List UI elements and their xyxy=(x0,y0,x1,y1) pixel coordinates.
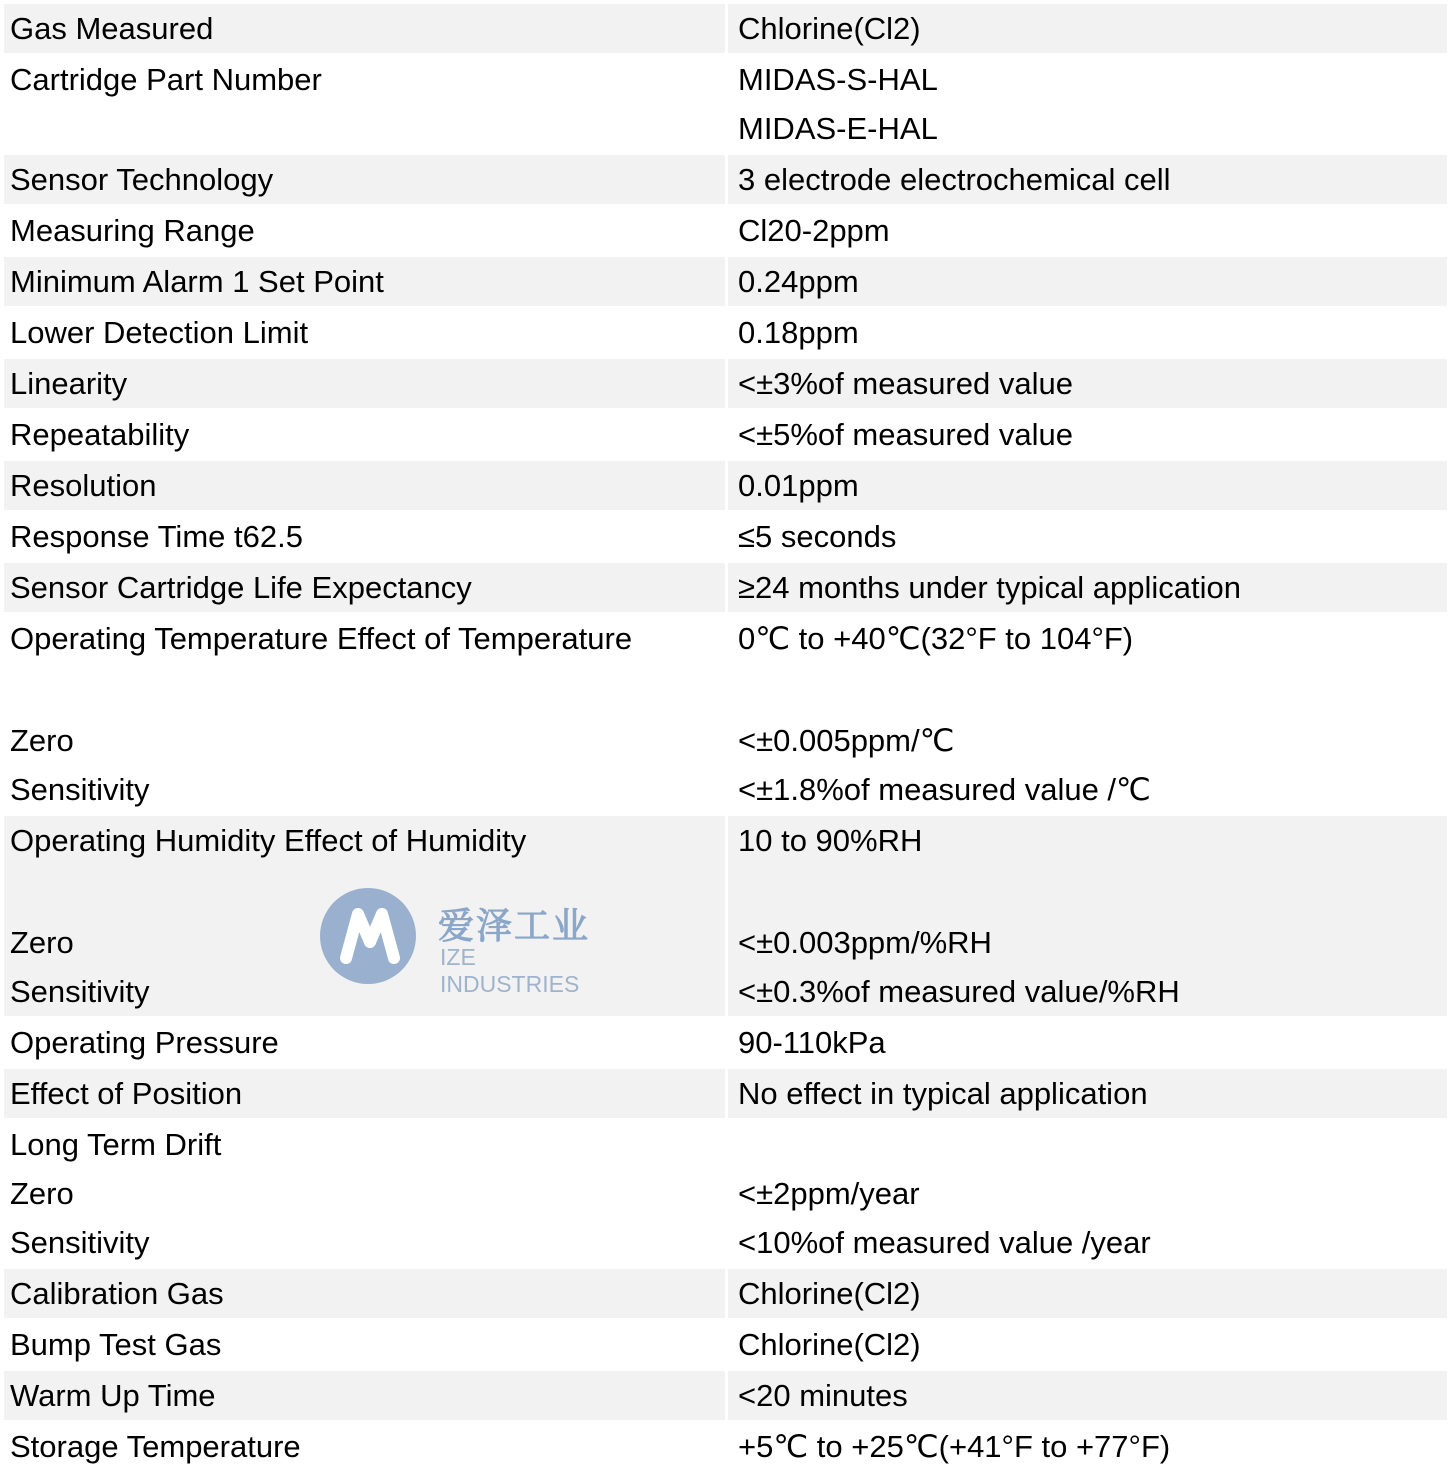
spec-label: Sensor Technology xyxy=(10,162,274,197)
spec-value: <20 minutes xyxy=(738,1378,908,1413)
spec-label-cell xyxy=(4,563,728,612)
table-row xyxy=(4,1269,1447,1320)
spec-value: +5℃ to +25℃(+41°F to +77°F) xyxy=(738,1429,1171,1464)
table-row xyxy=(4,410,1447,461)
table-row xyxy=(4,1422,1447,1473)
spec-label: Long Term Drift xyxy=(10,1127,222,1162)
table-row xyxy=(4,1320,1447,1371)
spec-value xyxy=(738,865,1447,918)
spec-value-cell xyxy=(728,1018,1447,1067)
spec-table xyxy=(4,4,1447,1473)
spec-label-cell xyxy=(4,614,728,814)
table-row xyxy=(4,359,1447,410)
spec-label: Lower Detection Limit xyxy=(10,315,309,350)
table-row xyxy=(4,206,1447,257)
spec-value: 10 to 90%RH xyxy=(738,823,923,858)
spec-label: Operating Pressure xyxy=(10,1025,279,1060)
spec-label-cell xyxy=(4,206,728,255)
table-row xyxy=(4,1018,1447,1069)
spec-value: 3 electrode electrochemical cell xyxy=(738,162,1171,197)
spec-value: ≥24 months under typical application xyxy=(738,570,1241,605)
table-row xyxy=(4,155,1447,206)
spec-label: Sensor Cartridge Life Expectancy xyxy=(10,570,472,605)
spec-label: Minimum Alarm 1 Set Point xyxy=(10,264,384,299)
spec-value-cell xyxy=(728,410,1447,459)
spec-value-cell xyxy=(728,1320,1447,1369)
spec-label: Response Time t62.5 xyxy=(10,519,303,554)
spec-label xyxy=(10,865,725,918)
spec-label: Operating Temperature Effect of Temperature xyxy=(10,621,633,656)
table-row xyxy=(4,563,1447,614)
spec-value-cell xyxy=(728,816,1447,1016)
table-row xyxy=(4,512,1447,563)
spec-value-cell xyxy=(728,614,1447,814)
spec-value: <±0.003ppm/%RH xyxy=(738,925,992,960)
spec-value-cell xyxy=(728,308,1447,357)
spec-value: <±0.005ppm/℃ xyxy=(738,723,955,758)
spec-label: Zero xyxy=(10,1176,74,1211)
spec-label: Zero xyxy=(10,723,74,758)
spec-label: Warm Up Time xyxy=(10,1378,216,1413)
table-row xyxy=(4,257,1447,308)
spec-value: Chlorine(Cl2) xyxy=(738,11,921,46)
spec-label: Sensitivity xyxy=(10,772,150,807)
spec-value-cell xyxy=(728,1371,1447,1420)
spec-label-cell xyxy=(4,1320,728,1369)
spec-label: Sensitivity xyxy=(10,1225,150,1260)
spec-value: ≤5 seconds xyxy=(738,519,897,554)
spec-label: Bump Test Gas xyxy=(10,1327,222,1362)
spec-value-cell xyxy=(728,563,1447,612)
table-row xyxy=(4,614,1447,816)
spec-label: Zero xyxy=(10,925,74,960)
spec-label-cell xyxy=(4,1422,728,1471)
spec-value: Chlorine(Cl2) xyxy=(738,1276,921,1311)
spec-value: <±3%of measured value xyxy=(738,366,1073,401)
spec-value-cell xyxy=(728,512,1447,561)
spec-label-cell xyxy=(4,257,728,306)
spec-label: Linearity xyxy=(10,366,128,401)
spec-label-cell xyxy=(4,308,728,357)
spec-label-cell xyxy=(4,359,728,408)
spec-label: Measuring Range xyxy=(10,213,255,248)
spec-value: <±2ppm/year xyxy=(738,1176,920,1211)
spec-value: <±1.8%of measured value /℃ xyxy=(738,772,1151,807)
table-row xyxy=(4,1120,1447,1269)
spec-value: No effect in typical application xyxy=(738,1076,1148,1111)
spec-value-cell xyxy=(728,461,1447,510)
table-row xyxy=(4,1371,1447,1422)
spec-label-cell xyxy=(4,1269,728,1318)
spec-value xyxy=(738,663,1447,716)
spec-label-cell xyxy=(4,55,728,153)
spec-value: 0.18ppm xyxy=(738,315,859,350)
table-row xyxy=(4,1069,1447,1120)
spec-label xyxy=(10,663,725,716)
spec-value-cell xyxy=(728,155,1447,204)
spec-value: MIDAS-E-HAL xyxy=(738,111,938,146)
spec-value-cell xyxy=(728,1269,1447,1318)
spec-label: Resolution xyxy=(10,468,157,503)
spec-value-cell xyxy=(728,1069,1447,1118)
spec-value: <±5%of measured value xyxy=(738,417,1073,452)
spec-label-cell xyxy=(4,461,728,510)
spec-label: Cartridge Part Number xyxy=(10,62,322,97)
spec-label-cell xyxy=(4,512,728,561)
watermark-english-text: IZE INDUSTRIES xyxy=(440,944,580,997)
spec-label: Calibration Gas xyxy=(10,1276,224,1311)
spec-label-cell xyxy=(4,1120,728,1267)
spec-value-cell xyxy=(728,1120,1447,1267)
spec-value-cell xyxy=(728,257,1447,306)
spec-value: 0℃ to +40℃(32°F to 104°F) xyxy=(738,621,1134,656)
spec-label-cell xyxy=(4,155,728,204)
spec-value: 90-110kPa xyxy=(738,1025,886,1060)
spec-value-cell xyxy=(728,55,1447,153)
spec-label: Repeatability xyxy=(10,417,190,452)
spec-label: Gas Measured xyxy=(10,11,214,46)
spec-label-cell xyxy=(4,1069,728,1118)
spec-label-cell xyxy=(4,816,728,1016)
spec-label: Storage Temperature xyxy=(10,1429,301,1464)
spec-value-cell xyxy=(728,4,1447,53)
spec-label-cell xyxy=(4,1371,728,1420)
table-row xyxy=(4,461,1447,512)
spec-value: MIDAS-S-HAL xyxy=(738,62,938,97)
spec-label-cell xyxy=(4,410,728,459)
spec-value: Cl20-2ppm xyxy=(738,213,890,248)
spec-value-cell xyxy=(728,206,1447,255)
spec-label-cell xyxy=(4,1018,728,1067)
spec-value xyxy=(738,1120,1447,1169)
table-row xyxy=(4,4,1447,55)
spec-value: <10%of measured value /year xyxy=(738,1225,1151,1260)
spec-value-cell xyxy=(728,359,1447,408)
spec-value: 0.01ppm xyxy=(738,468,859,503)
spec-label-cell xyxy=(4,4,728,53)
spec-label: Sensitivity xyxy=(10,974,150,1009)
spec-label: Operating Humidity Effect of Humidity xyxy=(10,823,527,858)
table-row xyxy=(4,308,1447,359)
watermark-chinese-text: 爱泽工业 xyxy=(438,906,591,947)
spec-value-cell xyxy=(728,1422,1447,1471)
table-row xyxy=(4,816,1447,1018)
spec-value: Chlorine(Cl2) xyxy=(738,1327,921,1362)
spec-label: Effect of Position xyxy=(10,1076,243,1111)
spec-value: <±0.3%of measured value/%RH xyxy=(738,974,1180,1009)
spec-value: 0.24ppm xyxy=(738,264,859,299)
table-row xyxy=(4,55,1447,155)
